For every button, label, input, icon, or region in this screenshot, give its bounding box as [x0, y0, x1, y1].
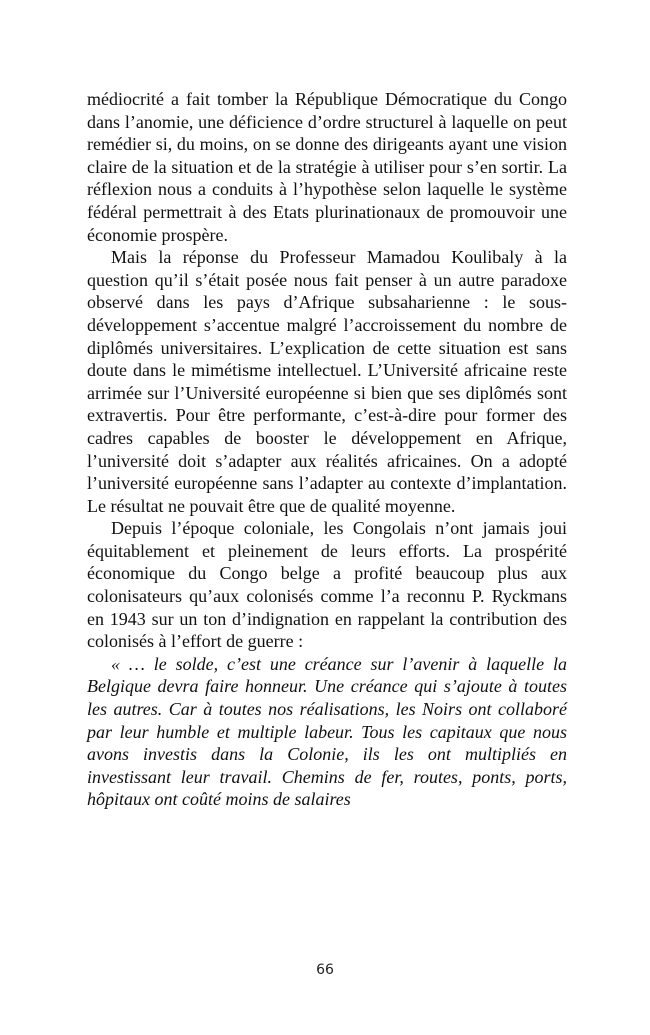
- page-body: [87, 88, 567, 811]
- paragraph-koulibaly: Mais la réponse du Professeur Mamadou Koulibaly à la question qu’il s’était posée nous fait penser à un autre paradoxe observé dans les pays d’Afrique subsaharienne : le sous-développement s’accentue malgré l’accroissement du nombre de diplômés universitaires. L’explication de cette situation est sans doute dans le mimétisme intellectuel. L’Université africaine reste arrimée sur l’Université européenne si bien que ses diplômés sont extravertis. Pour être performante, c’est-à-dire pour former des cadres capables de booster le développement en Afrique, l’université doit s’adapter aux réalités africaines. On a adopté l’université européenne sans l’adapter au contexte d’implantation. Le résultat ne pouvait être que de qualité moyenne.: [87, 247, 567, 516]
- quote-ryckmans: « … le solde, c’est une créance sur l’avenir à laquelle la Belgique devra faire honneur. Une créance qui s’ajoute à toutes les autres. Car à toutes nos réalisations, les Noirs ont collaboré par leur humble et multiple labeur. Tous les capitaux que nous avons investis dans la Colonie, ils les ont multipliés en investissant leur travail. Chemins de fer, routes, ponts, ports, hôpitaux ont coûté moins de salaires: [87, 653, 567, 810]
- page-number: 66: [316, 962, 334, 978]
- paragraph-colonial: Depuis l’époque coloniale, les Congolais n’ont jamais joui équitablement et pleinement de leurs efforts. La prospérité économique du Congo belge a profité beaucoup plus aux colonisateurs qu’aux colonisés comme l’a reconnu P. Ryckmans en 1943 sur un ton d’indignation en rappelant la contribution des colonisés à l’effort de guerre :: [87, 518, 567, 652]
- paragraph-continuation: médiocrité a fait tomber la République Démocratique du Congo dans l’anomie, une déficience d’ordre structurel à laquelle on peut remédier si, du moins, on se donne des dirigeants ayant une vision claire de la situation et de la stratégie à utiliser pour s’en sortir. La réflexion nous a conduits à l’hypothèse selon laquelle le système fédéral permettrait à des Etats plurinationaux de promouvoir une économie prospère.: [87, 89, 567, 245]
